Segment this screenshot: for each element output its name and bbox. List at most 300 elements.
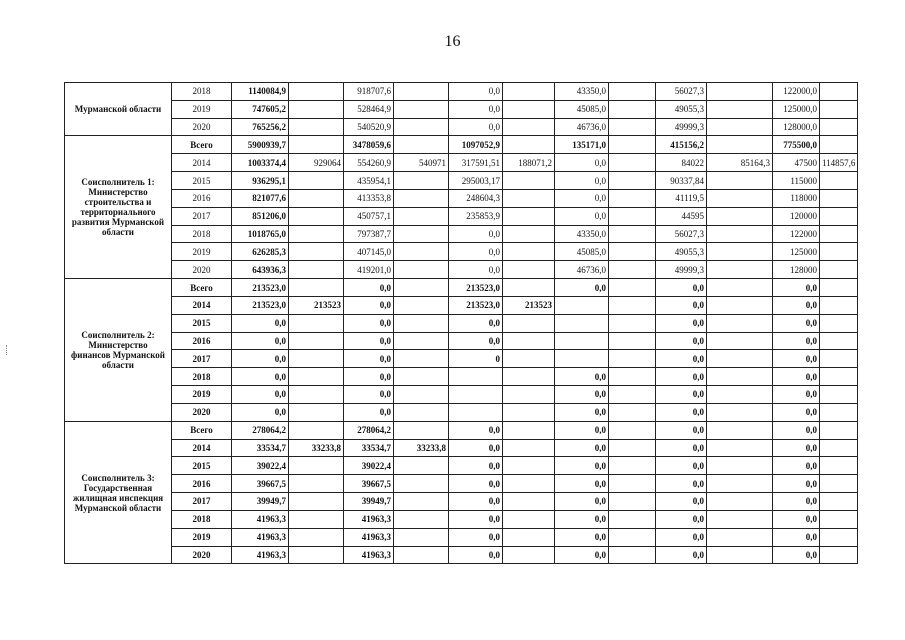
total-cell: 1140084,9 [232, 83, 289, 101]
col5-cell: 0,0 [773, 475, 820, 493]
col3-cell: 0,0 [555, 439, 609, 457]
col3-cell: 0,0 [555, 154, 609, 172]
col4-b-cell [707, 546, 773, 564]
col5-b-cell [820, 421, 858, 439]
total-cell: 1003374,4 [232, 154, 289, 172]
col4-b-cell [707, 118, 773, 136]
col4-b-cell [707, 528, 773, 546]
col4-cell: 0,0 [656, 528, 707, 546]
col4-cell: 84022 [656, 154, 707, 172]
col5-b-cell [820, 136, 858, 154]
col5-b-cell [820, 368, 858, 386]
col3-b-cell [609, 207, 656, 225]
col5-cell: 0,0 [773, 457, 820, 475]
col5-b-cell [820, 296, 858, 314]
col4-cell: 0,0 [656, 457, 707, 475]
col3-cell [555, 332, 609, 350]
total-cell: 626285,3 [232, 243, 289, 261]
margin-mark [6, 345, 9, 355]
col1-cell: 435954,1 [344, 172, 394, 190]
total-cell: 41963,3 [232, 528, 289, 546]
col2-b-cell [503, 261, 555, 279]
total-b-cell [289, 421, 344, 439]
col5-b-cell [820, 100, 858, 118]
col2-cell [449, 386, 503, 404]
col3-b-cell [609, 386, 656, 404]
col3-b-cell [609, 475, 656, 493]
total-b-cell [289, 207, 344, 225]
col4-b-cell [707, 207, 773, 225]
page-number: 16 [444, 33, 461, 50]
table-row [65, 83, 858, 101]
col5-b-cell [820, 172, 858, 190]
year-cell: 2020 [172, 261, 232, 279]
col1-cell: 419201,0 [344, 261, 394, 279]
col1-cell: 0,0 [344, 403, 394, 421]
total-b-cell [289, 83, 344, 101]
col2-b-cell [503, 403, 555, 421]
col3-cell: 46736,0 [555, 118, 609, 136]
col1-b-cell [394, 546, 449, 564]
table-row [65, 118, 858, 136]
col1-b-cell [394, 510, 449, 528]
year-cell: 2018 [172, 225, 232, 243]
col3-cell: 45085,0 [555, 243, 609, 261]
col5-b-cell [820, 403, 858, 421]
col2-b-cell [503, 368, 555, 386]
col3-cell: 43350,0 [555, 225, 609, 243]
col5-cell: 0,0 [773, 296, 820, 314]
col3-cell: 46736,0 [555, 261, 609, 279]
col2-b-cell [503, 332, 555, 350]
col3-cell: 0,0 [555, 368, 609, 386]
total-b-cell [289, 225, 344, 243]
col1-b-cell [394, 528, 449, 546]
col3-b-cell [609, 493, 656, 511]
col4-b-cell [707, 243, 773, 261]
col5-b-cell [820, 493, 858, 511]
col5-cell: 0,0 [773, 332, 820, 350]
total-cell: 41963,3 [232, 510, 289, 528]
col1-b-cell: 33233,8 [394, 439, 449, 457]
col1-b-cell [394, 189, 449, 207]
col1-cell: 407145,0 [344, 243, 394, 261]
col2-b-cell: 213523 [503, 296, 555, 314]
table-row [65, 350, 858, 368]
col3-b-cell [609, 528, 656, 546]
col1-cell: 0,0 [344, 332, 394, 350]
total-cell: 747605,2 [232, 100, 289, 118]
total-b-cell [289, 314, 344, 332]
table-row [65, 439, 858, 457]
col1-b-cell [394, 207, 449, 225]
col4-b-cell [707, 350, 773, 368]
col2-b-cell [503, 457, 555, 475]
total-b-cell [289, 403, 344, 421]
col4-b-cell [707, 403, 773, 421]
col5-b-cell [820, 314, 858, 332]
col3-b-cell [609, 350, 656, 368]
col3-b-cell [609, 457, 656, 475]
total-cell: 0,0 [232, 403, 289, 421]
col2-cell: 0,0 [449, 118, 503, 136]
table-row [65, 314, 858, 332]
col4-cell: 0,0 [656, 368, 707, 386]
year-cell: 2017 [172, 493, 232, 511]
col1-b-cell [394, 386, 449, 404]
year-cell: 2015 [172, 457, 232, 475]
col4-cell: 0,0 [656, 403, 707, 421]
col5-cell: 122000,0 [773, 83, 820, 101]
col1-cell: 0,0 [344, 368, 394, 386]
col5-cell: 0,0 [773, 528, 820, 546]
col3-cell: 0,0 [555, 189, 609, 207]
table-row [65, 207, 858, 225]
year-cell: 2014 [172, 296, 232, 314]
col3-cell [555, 314, 609, 332]
total-b-cell [289, 386, 344, 404]
col5-cell: 125000 [773, 243, 820, 261]
col5-cell: 0,0 [773, 510, 820, 528]
year-cell: Всего [172, 136, 232, 154]
col3-b-cell [609, 439, 656, 457]
col2-cell: 0,0 [449, 314, 503, 332]
col1-cell: 413353,8 [344, 189, 394, 207]
col5-b-cell [820, 546, 858, 564]
col4-cell: 0,0 [656, 314, 707, 332]
col1-b-cell: 540971 [394, 154, 449, 172]
col2-cell: 0,0 [449, 243, 503, 261]
col1-b-cell [394, 225, 449, 243]
year-cell: 2019 [172, 243, 232, 261]
table-row [65, 421, 858, 439]
col4-cell: 56027,3 [656, 225, 707, 243]
year-cell: 2016 [172, 189, 232, 207]
total-b-cell [289, 350, 344, 368]
col5-cell: 0,0 [773, 314, 820, 332]
table-row [65, 510, 858, 528]
col3-b-cell [609, 136, 656, 154]
col1-b-cell [394, 118, 449, 136]
col4-cell: 44595 [656, 207, 707, 225]
col4-b-cell [707, 510, 773, 528]
col3-cell [555, 350, 609, 368]
col2-b-cell [503, 83, 555, 101]
table-row [65, 403, 858, 421]
total-b-cell: 213523 [289, 296, 344, 314]
col1-b-cell [394, 100, 449, 118]
col3-b-cell [609, 403, 656, 421]
col1-cell: 0,0 [344, 386, 394, 404]
executor-cell: Мурманской области [65, 83, 172, 136]
total-b-cell [289, 189, 344, 207]
total-cell: 39022,4 [232, 457, 289, 475]
year-cell: 2018 [172, 368, 232, 386]
budget-table [64, 82, 858, 564]
table-row [65, 296, 858, 314]
col4-cell: 0,0 [656, 439, 707, 457]
col2-cell: 0,0 [449, 528, 503, 546]
total-b-cell [289, 118, 344, 136]
col2-b-cell [503, 207, 555, 225]
col5-cell: 118000 [773, 189, 820, 207]
table-row [65, 225, 858, 243]
total-cell: 213523,0 [232, 279, 289, 297]
col2-b-cell [503, 172, 555, 190]
year-cell: 2014 [172, 439, 232, 457]
col4-b-cell [707, 279, 773, 297]
total-b-cell [289, 243, 344, 261]
table-row [65, 493, 858, 511]
col1-cell: 0,0 [344, 279, 394, 297]
col4-cell: 49999,3 [656, 261, 707, 279]
year-cell: 2017 [172, 207, 232, 225]
col5-cell: 122000 [773, 225, 820, 243]
total-cell: 0,0 [232, 332, 289, 350]
col5-cell: 0,0 [773, 386, 820, 404]
col4-b-cell [707, 368, 773, 386]
col5-b-cell [820, 510, 858, 528]
col1-cell: 278064,2 [344, 421, 394, 439]
col4-b-cell [707, 172, 773, 190]
col1-cell: 450757,1 [344, 207, 394, 225]
col5-cell: 0,0 [773, 421, 820, 439]
col4-b-cell [707, 457, 773, 475]
col5-cell: 128000 [773, 261, 820, 279]
col4-cell: 90337,84 [656, 172, 707, 190]
table-row [65, 136, 858, 154]
table-row [65, 332, 858, 350]
col1-cell: 41963,3 [344, 546, 394, 564]
table-row [65, 189, 858, 207]
year-cell: 2020 [172, 546, 232, 564]
table-row [65, 528, 858, 546]
total-cell: 0,0 [232, 350, 289, 368]
col5-b-cell [820, 118, 858, 136]
col4-b-cell [707, 439, 773, 457]
col2-b-cell [503, 386, 555, 404]
col4-b-cell [707, 493, 773, 511]
col2-cell: 295003,17 [449, 172, 503, 190]
col5-cell: 0,0 [773, 493, 820, 511]
year-cell: 2016 [172, 475, 232, 493]
col1-cell: 540520,9 [344, 118, 394, 136]
col1-b-cell [394, 261, 449, 279]
col1-b-cell [394, 136, 449, 154]
year-cell: 2015 [172, 314, 232, 332]
col2-cell: 0,0 [449, 421, 503, 439]
col1-b-cell [394, 172, 449, 190]
total-cell: 0,0 [232, 368, 289, 386]
executor-cell: Соисполнитель 3: Государственная жилищная инспекция Мурманской области [65, 421, 172, 564]
table-row [65, 243, 858, 261]
col2-cell: 0,0 [449, 332, 503, 350]
col2-b-cell [503, 510, 555, 528]
col2-cell: 1097052,9 [449, 136, 503, 154]
col3-cell: 0,0 [555, 386, 609, 404]
table-row [65, 368, 858, 386]
table-body [65, 83, 858, 564]
total-cell: 213523,0 [232, 296, 289, 314]
col4-cell: 0,0 [656, 546, 707, 564]
table-row [65, 475, 858, 493]
col5-b-cell [820, 439, 858, 457]
col5-cell: 0,0 [773, 350, 820, 368]
col1-b-cell [394, 493, 449, 511]
col3-b-cell [609, 225, 656, 243]
col5-b-cell: 114857,6 [820, 154, 858, 172]
col1-cell: 554260,9 [344, 154, 394, 172]
col5-b-cell [820, 457, 858, 475]
col5-cell: 0,0 [773, 368, 820, 386]
col2-b-cell [503, 439, 555, 457]
col5-b-cell [820, 332, 858, 350]
col1-cell: 39949,7 [344, 493, 394, 511]
total-b-cell [289, 510, 344, 528]
col4-cell: 0,0 [656, 350, 707, 368]
col1-b-cell [394, 421, 449, 439]
col4-b-cell [707, 189, 773, 207]
col1-b-cell [394, 243, 449, 261]
year-cell: 2019 [172, 528, 232, 546]
col3-cell: 0,0 [555, 493, 609, 511]
col2-cell: 213523,0 [449, 296, 503, 314]
col2-b-cell [503, 243, 555, 261]
total-b-cell [289, 261, 344, 279]
col5-b-cell [820, 279, 858, 297]
col3-b-cell [609, 154, 656, 172]
col3-cell: 43350,0 [555, 83, 609, 101]
col4-b-cell [707, 296, 773, 314]
col2-b-cell [503, 350, 555, 368]
col1-cell: 528464,9 [344, 100, 394, 118]
col2-b-cell [503, 475, 555, 493]
year-cell: 2015 [172, 172, 232, 190]
table-row [65, 279, 858, 297]
col2-b-cell [503, 225, 555, 243]
col4-b-cell [707, 421, 773, 439]
col3-b-cell [609, 279, 656, 297]
col1-cell: 0,0 [344, 350, 394, 368]
total-b-cell [289, 279, 344, 297]
col1-cell: 41963,3 [344, 528, 394, 546]
col2-b-cell [503, 493, 555, 511]
table-row [65, 154, 858, 172]
col4-b-cell [707, 225, 773, 243]
col4-cell: 49999,3 [656, 118, 707, 136]
col1-b-cell [394, 314, 449, 332]
col1-b-cell [394, 350, 449, 368]
total-cell: 936295,1 [232, 172, 289, 190]
col1-b-cell [394, 332, 449, 350]
col2-b-cell [503, 118, 555, 136]
col2-cell: 0,0 [449, 475, 503, 493]
total-b-cell [289, 528, 344, 546]
year-cell: Всего [172, 421, 232, 439]
total-cell: 765256,2 [232, 118, 289, 136]
col4-cell: 0,0 [656, 386, 707, 404]
col5-cell: 0,0 [773, 439, 820, 457]
col2-cell: 248604,3 [449, 189, 503, 207]
col1-b-cell [394, 457, 449, 475]
col3-b-cell [609, 332, 656, 350]
col2-b-cell [503, 279, 555, 297]
total-b-cell [289, 493, 344, 511]
col3-b-cell [609, 261, 656, 279]
col5-cell: 0,0 [773, 403, 820, 421]
col5-b-cell [820, 83, 858, 101]
col5-cell: 128000,0 [773, 118, 820, 136]
col4-b-cell: 85164,3 [707, 154, 773, 172]
col3-b-cell [609, 510, 656, 528]
col5-b-cell [820, 350, 858, 368]
total-cell: 0,0 [232, 314, 289, 332]
col5-b-cell [820, 528, 858, 546]
col5-cell: 125000,0 [773, 100, 820, 118]
table-row [65, 100, 858, 118]
col1-cell: 797387,7 [344, 225, 394, 243]
col3-cell: 0,0 [555, 207, 609, 225]
col5-cell: 775500,0 [773, 136, 820, 154]
table-row [65, 261, 858, 279]
col3-b-cell [609, 100, 656, 118]
col5-b-cell [820, 261, 858, 279]
col4-cell: 0,0 [656, 279, 707, 297]
col3-cell: 0,0 [555, 457, 609, 475]
col4-cell: 41119,5 [656, 189, 707, 207]
col4-cell: 0,0 [656, 296, 707, 314]
col4-cell: 0,0 [656, 510, 707, 528]
col2-b-cell [503, 189, 555, 207]
total-b-cell [289, 332, 344, 350]
col4-cell: 0,0 [656, 332, 707, 350]
col5-cell: 47500 [773, 154, 820, 172]
year-cell: 2019 [172, 100, 232, 118]
total-cell: 5900939,7 [232, 136, 289, 154]
total-b-cell [289, 546, 344, 564]
col4-b-cell [707, 100, 773, 118]
executor-cell: Соисполнитель 2: Министерство финансов Мурманской области [65, 279, 172, 422]
total-b-cell: 929064 [289, 154, 344, 172]
col2-cell [449, 403, 503, 421]
total-b-cell [289, 136, 344, 154]
col4-cell: 56027,3 [656, 83, 707, 101]
col3-cell: 0,0 [555, 279, 609, 297]
col3-cell [555, 296, 609, 314]
year-cell: 2020 [172, 403, 232, 421]
col5-b-cell [820, 207, 858, 225]
total-cell: 278064,2 [232, 421, 289, 439]
col1-b-cell [394, 403, 449, 421]
total-b-cell [289, 475, 344, 493]
col5-cell: 0,0 [773, 546, 820, 564]
col2-cell: 0,0 [449, 100, 503, 118]
col4-b-cell [707, 386, 773, 404]
year-cell: Всего [172, 279, 232, 297]
total-cell: 0,0 [232, 386, 289, 404]
col3-b-cell [609, 118, 656, 136]
total-cell: 851206,0 [232, 207, 289, 225]
col4-b-cell [707, 314, 773, 332]
col1-cell: 33534,7 [344, 439, 394, 457]
year-cell: 2014 [172, 154, 232, 172]
col2-cell: 0,0 [449, 225, 503, 243]
col2-cell: 0,0 [449, 546, 503, 564]
col2-cell: 213523,0 [449, 279, 503, 297]
total-cell: 41963,3 [232, 546, 289, 564]
col3-cell: 0,0 [555, 510, 609, 528]
year-cell: 2019 [172, 386, 232, 404]
